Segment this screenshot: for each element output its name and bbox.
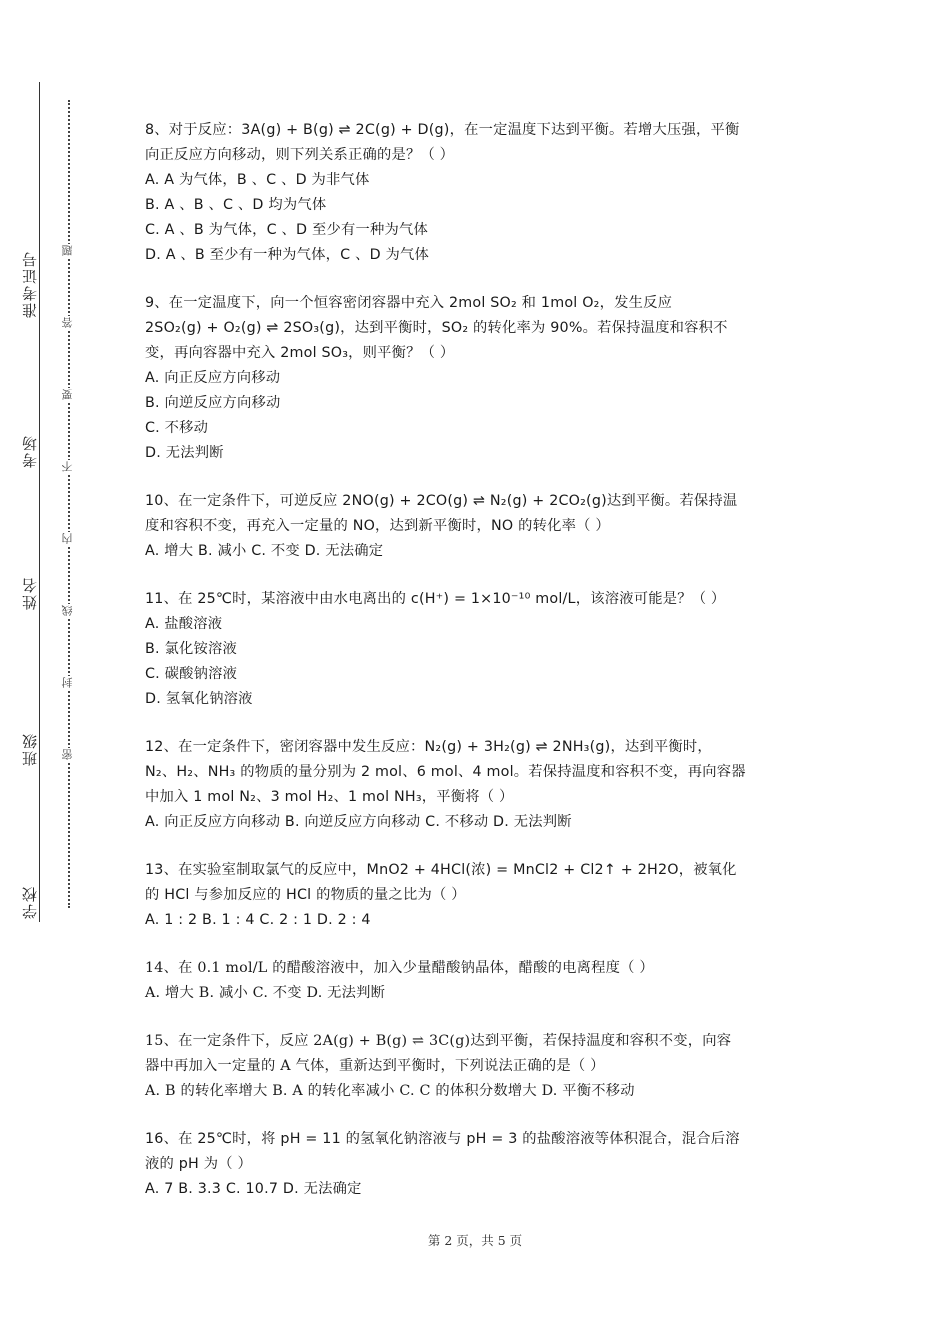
answer-option: C. 碳酸钠溶液 bbox=[145, 666, 238, 682]
answer-option: A. 7 B. 3.3 C. 10.7 D. 无法确定 bbox=[145, 1181, 362, 1197]
question-stem-line: 9、在一定温度下，向一个恒容密闭容器中充入 2mol SO₂ 和 1mol O₂，发生反应 bbox=[145, 295, 673, 311]
seal-char: 答 bbox=[61, 317, 74, 328]
seal-char: 题 bbox=[61, 245, 74, 256]
question-stem-line: 15、在一定条件下，反应 2A(g) + B(g) ⇌ 3C(g)达到平衡，若保持温度和容积不变，向容 bbox=[145, 1033, 732, 1049]
question-stem-line: 11、在 25℃时，某溶液中由水电离出的 c(H⁺) = 1×10⁻¹⁰ mol/L，该溶液可能是？（ ） bbox=[145, 591, 726, 607]
answer-option: B. 氯化铵溶液 bbox=[145, 641, 237, 657]
question-stem-line: 液的 pH 为（ ） bbox=[145, 1156, 252, 1172]
exam-room-label: 考场 bbox=[22, 431, 39, 471]
answer-option: C. 不移动 bbox=[145, 420, 209, 436]
answer-option: A. 盐酸溶液 bbox=[145, 616, 223, 632]
answer-option: D. A 、B 至少有一种为气体，C 、D 为气体 bbox=[145, 247, 430, 263]
question-stem-line: 中加入 1 mol N₂、3 mol H₂、1 mol NH₃，平衡将（ ） bbox=[145, 789, 514, 805]
page-footer: 第 2 页，共 5 页 bbox=[427, 1233, 523, 1248]
exam-number-label: 准考证号 bbox=[22, 247, 39, 321]
binding-solid-line bbox=[39, 82, 40, 922]
answer-option: A. A 为气体，B 、C 、D 为非气体 bbox=[145, 172, 370, 188]
answer-option: A. 增大 B. 减小 C. 不变 D. 无法判断 bbox=[145, 985, 386, 1001]
answer-option: A. 向正反应方向移动 B. 向逆反应方向移动 C. 不移动 D. 无法判断 bbox=[145, 814, 572, 830]
question-9 bbox=[145, 291, 808, 466]
seal-char: 密 bbox=[61, 749, 74, 760]
answer-option: A. 1 : 2 B. 1 : 4 C. 2 : 1 D. 2 : 4 bbox=[145, 912, 371, 928]
school-label: 学校 bbox=[22, 882, 39, 922]
answer-option: A. B 的转化率增大 B. A 的转化率减小 C. C 的体积分数增大 D. 平衡不移动 bbox=[145, 1083, 635, 1099]
question-stem-line: 度和容积不变，再充入一定量的 NO，达到新平衡时，NO 的转化率（ ） bbox=[145, 518, 610, 534]
question-stem-line: 向正反应方向移动，则下列关系正确的是？（ ） bbox=[145, 147, 455, 163]
seal-char: 封 bbox=[61, 677, 74, 688]
seal-char: 内 bbox=[61, 533, 74, 544]
seal-dotted-line bbox=[68, 100, 70, 908]
question-14 bbox=[145, 956, 808, 1006]
seal-char: 不 bbox=[61, 461, 74, 472]
binding-margin bbox=[0, 0, 110, 1344]
question-15 bbox=[145, 1029, 808, 1104]
question-16 bbox=[145, 1127, 808, 1202]
question-stem-line: 8、对于反应：3A(g) + B(g) ⇌ 2C(g) + D(g)，在一定温度下达到平衡。若增大压强，平衡 bbox=[145, 122, 740, 138]
question-10 bbox=[145, 489, 808, 564]
answer-option: D. 无法判断 bbox=[145, 445, 224, 461]
question-stem-line: 10、在一定条件下，可逆反应 2NO(g) + 2CO(g) ⇌ N₂(g) + 2CO₂(g)达到平衡。若保持温 bbox=[145, 493, 738, 509]
answer-option: A. 增大 B. 减小 C. 不变 D. 无法确定 bbox=[145, 543, 384, 559]
question-11 bbox=[145, 587, 808, 712]
answer-option: B. A 、B 、C 、D 均为气体 bbox=[145, 197, 327, 213]
question-stem-line: 的 HCl 与参加反应的 HCl 的物质的量之比为（ ） bbox=[145, 887, 466, 903]
question-12 bbox=[145, 735, 808, 835]
question-stem-line: 变，再向容器中充入 2mol SO₃，则平衡？（ ） bbox=[145, 345, 455, 361]
question-13 bbox=[145, 858, 808, 933]
question-list bbox=[145, 118, 808, 1225]
question-stem-line: 2SO₂(g) + O₂(g) ⇌ 2SO₃(g)，达到平衡时，SO₂ 的转化率为 90%。若保持温度和容积不 bbox=[145, 320, 728, 336]
question-stem-line: N₂、H₂、NH₃ 的物质的量分别为 2 mol、6 mol、4 mol。若保持温度和容积不变，再向容器 bbox=[145, 764, 746, 780]
seal-char: 线 bbox=[61, 605, 74, 616]
question-stem-line: 14、在 0.1 mol/L 的醋酸溶液中，加入少量醋酸钠晶体，醋酸的电离程度（ ） bbox=[145, 960, 654, 976]
question-stem-line: 器中再加入一定量的 A 气体，重新达到平衡时，下列说法正确的是（ ） bbox=[145, 1058, 605, 1074]
question-stem-line: 12、在一定条件下，密闭容器中发生反应：N₂(g) + 3H₂(g) ⇌ 2NH₃(g)，达到平衡时， bbox=[145, 739, 712, 755]
answer-option: A. 向正反应方向移动 bbox=[145, 370, 281, 386]
question-8 bbox=[145, 118, 808, 268]
answer-option: C. A 、B 为气体，C 、D 至少有一种为气体 bbox=[145, 222, 428, 238]
question-stem-line: 16、在 25℃时，将 pH = 11 的氢氧化钠溶液与 pH = 3 的盐酸溶液等体积混合，混合后溶 bbox=[145, 1131, 740, 1147]
class-label: 班级 bbox=[22, 729, 39, 769]
name-label: 姓名 bbox=[22, 573, 39, 613]
answer-option: D. 氢氧化钠溶液 bbox=[145, 691, 253, 707]
seal-char: 要 bbox=[61, 389, 74, 400]
question-stem-line: 13、在实验室制取氯气的反应中，MnO2 + 4HCl(浓) = MnCl2 + Cl2↑ + 2H2O，被氧化 bbox=[145, 862, 737, 878]
answer-option: B. 向逆反应方向移动 bbox=[145, 395, 281, 411]
